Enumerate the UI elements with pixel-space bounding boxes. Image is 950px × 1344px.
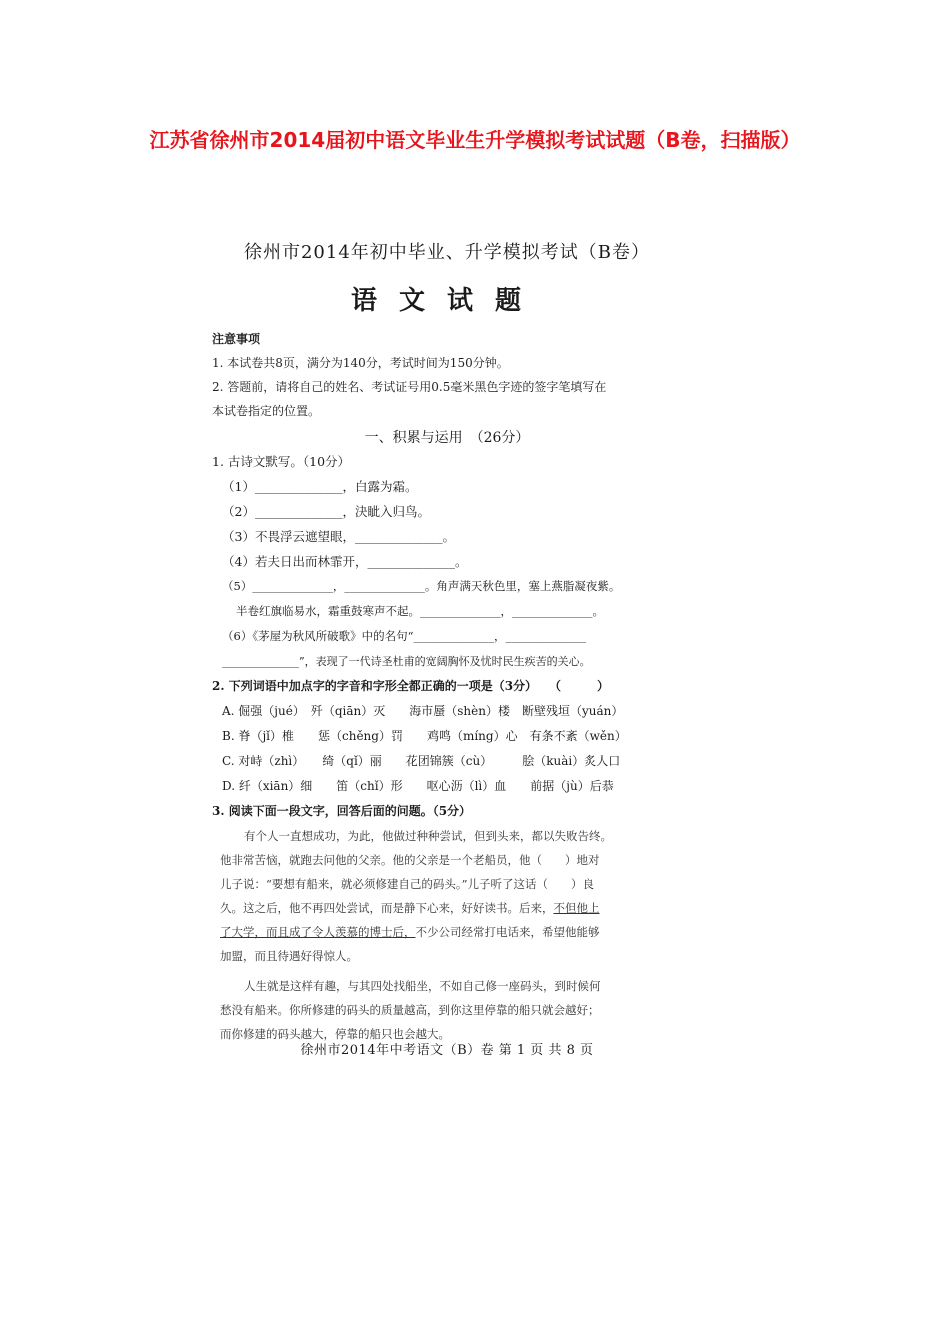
question-1-item-2: （2）______________，決眦入归鸟。 (222, 504, 430, 519)
document-title: 江苏省徐州市2014届初中语文毕业生升学模拟考试试题（B卷，扫描版） (149, 128, 801, 152)
passage-text: 久。这之后，他不再四处尝试，而是静下心来，好好读书。后来， (220, 901, 554, 915)
underlined-text: 了大学，而且成了令人羡慕的博士后， (220, 925, 416, 939)
question-1: 1. 古诗文默写。（10分） (212, 454, 351, 469)
question-2-option-b: B. 脊（jǐ）椎 惩（chěng）罚 鸡鸣（míng）心 有条不紊（wěn） (222, 729, 627, 743)
notice-title: 注意事项 (212, 332, 261, 346)
question-2: 2. 下列词语中加点字的字音和字形全都正确的一项是（3分） （ ） (212, 679, 610, 693)
notice-item-1: 1. 本试卷共8页，满分为140分，考试时间为150分钟。 (212, 356, 509, 370)
passage-text: 不少公司经常打电话来，希望他能够 (415, 925, 600, 939)
passage-line (220, 920, 682, 944)
subject-title: 语文试题 (350, 286, 543, 316)
notice-item-2b: 本试卷指定的位置。 (212, 404, 321, 418)
notice-block (212, 327, 682, 423)
question-1-item-4: （4）若夫日出而林霏开，______________。 (222, 554, 468, 569)
notice-item-2a: 2. 答题前，请将自己的姓名、考试证号用0.5毫米黑色字迹的签字笔填写在 (212, 380, 607, 394)
exam-header: 徐州市2014年初中毕业、升学模拟考试（B卷） (243, 242, 651, 263)
passage-line: 加盟，而且待遇好得惊人。 (220, 949, 358, 963)
question-1-item-6b: ______________”，表现了一代诗圣杜甫的宽阔胸怀及忧时民生疾苦的关心。 (222, 655, 591, 668)
question-1-item-5b: 半卷红旗临易水，霜重鼓寒声不起。______________，______________。 (236, 604, 604, 618)
passage-line (220, 896, 682, 920)
passage-line: 愁没有船来。你所修建的码头的质量越高，到你这里停靠的船只就会越好； (220, 1003, 600, 1017)
question-1-item-5a: （5）______________，______________。角声满天秋色里，塞上燕脂凝夜紫。 (222, 579, 621, 593)
question-3: 3. 阅读下面一段文字，回答后面的问题。（5分） (212, 804, 472, 818)
passage-line: 有个人一直想成功，为此，他做过种种尝试，但到头来，都以失败告终。 (244, 829, 612, 843)
question-1-item-1: （1）______________，白露为霜。 (222, 479, 418, 494)
scanned-exam-page (212, 228, 682, 1066)
question-2-option-c: C. 对峙（zhì） 绮（qǐ）丽 花团锦簇（cù） 脍（kuài）炙人口 (222, 754, 621, 768)
passage-line: 儿子说：“要想有船来，就必须修建自己的码头。”儿子听了这话（ ）良 (220, 877, 595, 891)
passage-line: 而你修建的码头越大，停靠的船只也会越大。 (220, 1027, 450, 1041)
question-2-option-a: A. 倔强（jué） 歼（qiān）灭 海市蜃（shèn）楼 断壁残垣（yuán） (222, 704, 624, 718)
passage-line: 人生就是这样有趣，与其四处找船坐，不如自己修一座码头，到时候何 (244, 979, 601, 993)
reading-passage (212, 824, 682, 1046)
question-1-item-3: （3）不畏浮云遮望眼，______________。 (222, 529, 455, 544)
passage-line: 他非常苦恼，就跑去问他的父亲。他的父亲是一个老船员，他（ ）地对 (220, 853, 600, 867)
question-2-option-d: D. 纤（xiān）细 笛（chǐ）形 呕心沥（lì）血 前据（jù）后恭 (222, 779, 614, 793)
page-footer: 徐州市2014年中考语文（B）卷 第 1 页 共 8 页 (300, 1043, 594, 1058)
section-heading: 一、积累与运用 （26分） (364, 430, 530, 446)
underlined-text: 不但他上 (553, 901, 600, 915)
question-1-item-6a: （6）《茅屋为秋风所破歌》中的名句“______________，______________ (222, 629, 586, 643)
